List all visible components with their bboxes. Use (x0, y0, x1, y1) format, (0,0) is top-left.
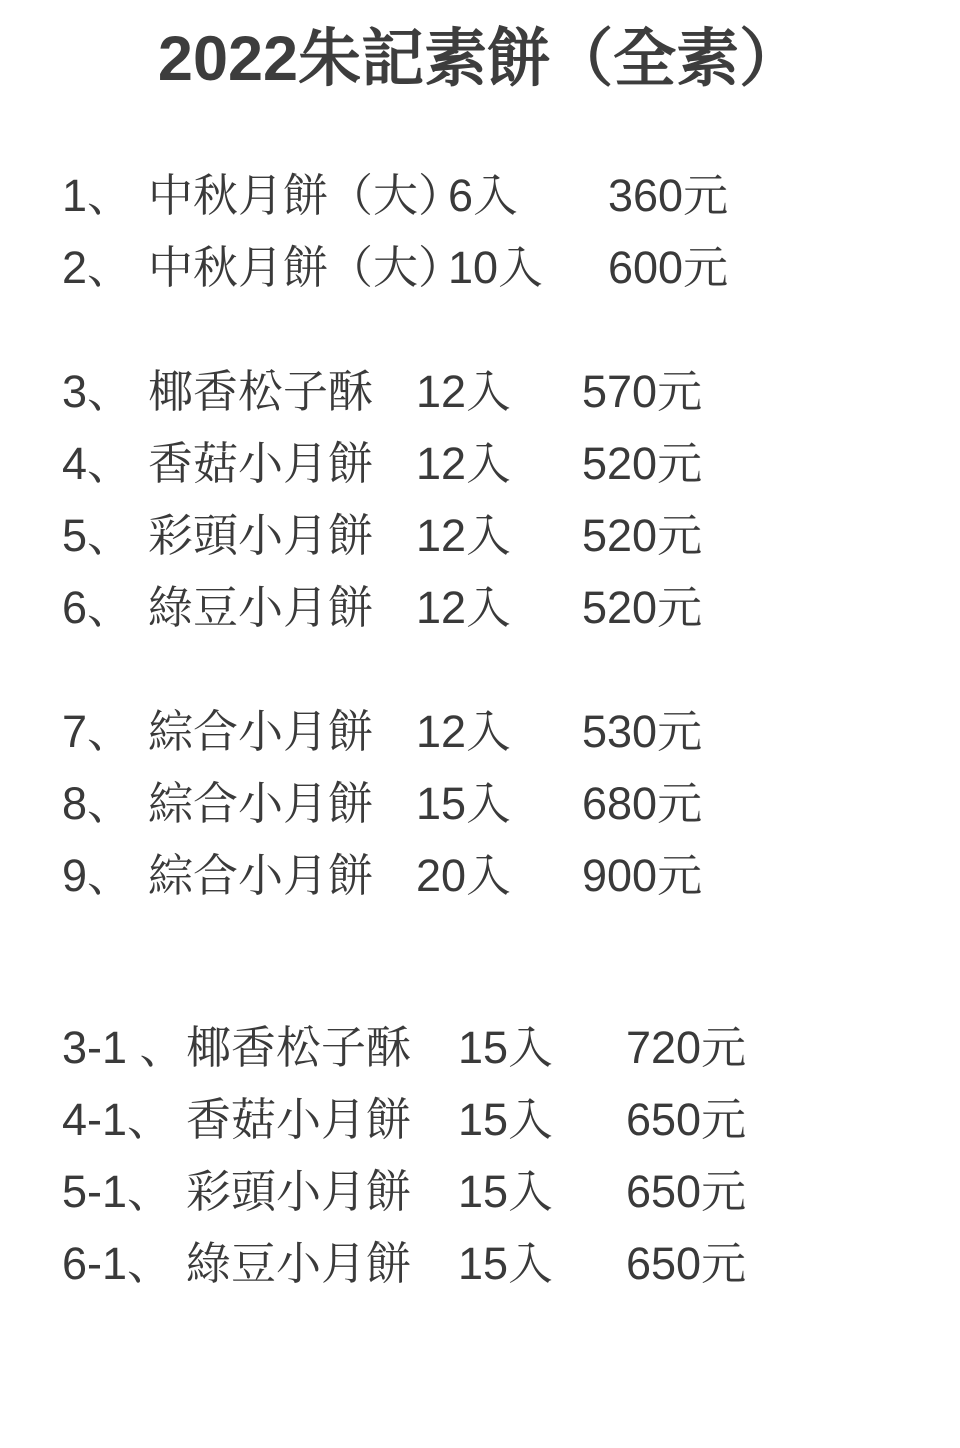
table-row (62, 840, 940, 912)
row-name: 綜合小月餅 (148, 777, 374, 829)
table-row (62, 1156, 940, 1228)
row-price: 360元 (608, 169, 729, 221)
row-index: 6、 (62, 581, 133, 633)
row-price: 520元 (582, 581, 703, 633)
table-row (62, 768, 940, 840)
table-row (62, 500, 940, 572)
table-row (62, 1228, 940, 1300)
row-quantity: 6入 (448, 169, 519, 221)
row-quantity: 12入 (416, 437, 512, 489)
row-price: 720元 (626, 1021, 747, 1073)
row-index: 3、 (62, 365, 133, 417)
row-price: 900元 (582, 849, 703, 901)
row-name: 綠豆小月餅 (186, 1237, 412, 1289)
row-name: 綜合小月餅 (148, 849, 374, 901)
table-row (62, 160, 940, 232)
product-group-small-cakes-15 (62, 1012, 940, 1300)
table-row (62, 572, 940, 644)
page-title: 2022朱記素餅（全素） (157, 24, 803, 94)
row-quantity: 12入 (416, 365, 512, 417)
row-price: 650元 (626, 1165, 747, 1217)
row-price: 650元 (626, 1093, 747, 1145)
row-price: 520元 (582, 509, 703, 561)
row-quantity: 20入 (416, 849, 512, 901)
table-row (62, 356, 940, 428)
row-index: 4-1、 (62, 1093, 173, 1145)
row-index: 7、 (62, 705, 133, 757)
row-price: 520元 (582, 437, 703, 489)
row-name: 香菇小月餅 (186, 1093, 412, 1145)
row-quantity: 12入 (416, 509, 512, 561)
row-name: 椰香松子酥 (148, 365, 374, 417)
row-price: 680元 (582, 777, 703, 829)
table-row (62, 232, 940, 304)
group-divider (62, 304, 940, 356)
row-quantity: 12入 (416, 581, 512, 633)
product-group-assorted (62, 696, 940, 912)
row-index: 4、 (62, 437, 133, 489)
row-name: 綠豆小月餅 (148, 581, 374, 633)
row-index: 1、 (62, 169, 133, 221)
product-group-mooncake-large (62, 160, 940, 304)
row-quantity: 15入 (458, 1021, 554, 1073)
row-index: 8、 (62, 777, 133, 829)
group-divider (62, 644, 940, 696)
product-list (0, 160, 960, 1300)
row-price: 600元 (608, 241, 729, 293)
row-name: 中秋月餅（大） (148, 169, 464, 221)
table-row (62, 428, 940, 500)
row-name: 綜合小月餅 (148, 705, 374, 757)
row-quantity: 15入 (458, 1237, 554, 1289)
row-quantity: 15入 (458, 1165, 554, 1217)
row-index: 5-1、 (62, 1165, 173, 1217)
row-name: 中秋月餅（大） (148, 241, 464, 293)
row-name: 彩頭小月餅 (186, 1165, 412, 1217)
table-row (62, 696, 940, 768)
row-index: 3-1 、 (62, 1021, 185, 1073)
row-index: 9、 (62, 849, 133, 901)
row-name: 椰香松子酥 (186, 1021, 412, 1073)
row-name: 香菇小月餅 (148, 437, 374, 489)
row-price: 650元 (626, 1237, 747, 1289)
row-price: 530元 (582, 705, 703, 757)
row-index: 5、 (62, 509, 133, 561)
table-row (62, 1084, 940, 1156)
row-quantity: 15入 (416, 777, 512, 829)
table-row (62, 1012, 940, 1084)
group-divider (62, 912, 940, 1012)
row-price: 570元 (582, 365, 703, 417)
row-index: 2、 (62, 241, 133, 293)
product-group-small-cakes-12 (62, 356, 940, 644)
row-quantity: 10入 (448, 241, 544, 293)
row-index: 6-1、 (62, 1237, 173, 1289)
row-quantity: 12入 (416, 705, 512, 757)
row-quantity: 15入 (458, 1093, 554, 1145)
row-name: 彩頭小月餅 (148, 509, 374, 561)
